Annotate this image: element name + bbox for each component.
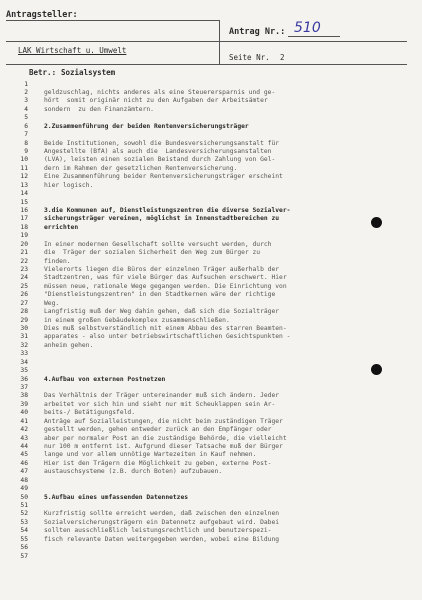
line-number: 8: [24, 139, 28, 147]
line-number: 19: [20, 232, 28, 240]
line-number: 48: [20, 476, 28, 484]
section-heading: errichten: [44, 223, 79, 231]
text-line: Eine Zusammenführung beider Rentenversicherungsträger erscheint: [44, 173, 283, 181]
line-number: 16: [20, 206, 28, 214]
line-number: 23: [20, 265, 28, 273]
line-number: 17: [20, 215, 28, 223]
text-line: in einem großen Gebäudekomplex zusammenschließen.: [44, 316, 230, 324]
line-number: 26: [20, 291, 28, 299]
text-line: sollten ausschließlich leistungsrechtlich und benutzerspezi-: [44, 527, 272, 535]
line-number: 39: [20, 400, 28, 408]
text-line: austauschsysteme (z.B. durch Boten) aufzubauen.: [44, 468, 223, 476]
line-number: 29: [20, 316, 28, 324]
line-number: 55: [20, 535, 28, 543]
line-number: 52: [20, 510, 28, 518]
line-number: 40: [20, 409, 28, 417]
text-line: Angestellte (BfA) als auch die Landesversicherungsanstalten: [44, 147, 272, 155]
section-heading: 3.die Kommunen auf, Dienstleistungszentren die diverse Sozialver-: [44, 206, 291, 214]
line-number: 2: [24, 88, 28, 96]
line-number: 37: [20, 383, 28, 391]
line-number: 3: [24, 97, 28, 105]
text-line: (LVA), leisten einen sozialen Beistand durch Zahlung von Gel-: [44, 156, 276, 164]
text-line: Beide Institutionen, sowohl die Bundesversicherungsanstalt für: [44, 139, 280, 147]
text-line: finden.: [44, 257, 71, 265]
text-line: hier logisch.: [44, 181, 94, 189]
section-heading: 2.Zusammenführung der beiden Rentenversicherungsträger: [44, 122, 249, 130]
header-line-mid: [6, 41, 407, 42]
text-line: beits-/ Betätigungsfeld.: [44, 409, 135, 417]
text-line: "Dienstleistungszentren" in den Stadtkernen wäre der richtige: [44, 291, 276, 299]
line-number: 14: [20, 190, 28, 198]
header-line-bottom: [6, 64, 407, 65]
text-line: Weg.: [44, 299, 60, 307]
section-heading: 4.Aufbau von externen Postnetzen: [44, 375, 166, 383]
line-number: 43: [20, 434, 28, 442]
betr-value: Sozialsystem: [61, 68, 116, 77]
line-number: 10: [20, 156, 28, 164]
line-number: 21: [20, 249, 28, 257]
antragsteller-label: Antragsteller:: [6, 10, 78, 20]
text-line: gestellt werden, gehen entweder zurück an den Empfänger oder: [44, 426, 272, 434]
text-line: die Träger der sozialen Sicherheit den Weg zum Bürger zu: [44, 249, 261, 257]
antrag-nr-label: Antrag Nr.:: [229, 27, 286, 37]
line-number: 41: [20, 417, 28, 425]
line-number: 13: [20, 181, 28, 189]
text-line: Anträge auf Sozialleistungen, die nicht beim zuständigen Träger: [44, 417, 283, 425]
text-line: arbeitet vor sich hin und sieht nur mit Scheuklappen sein Ar-: [44, 400, 276, 408]
punch-hole-top: [371, 217, 382, 228]
text-line: Kurzfristig sollte erreicht werden, daß zwischen den einzelnen: [44, 510, 280, 518]
text-line: Stadtzentren, was für viele Bürger das Aufsuchen erschwert. Hier: [44, 274, 287, 282]
text-line: fisch relevante Daten weitergegeben werden, wobei eine Bildung: [44, 535, 280, 543]
line-number: 30: [20, 324, 28, 332]
line-number: 51: [20, 502, 28, 509]
line-number: 36: [20, 375, 28, 383]
line-number: 28: [20, 308, 28, 316]
punch-hole-bottom: [371, 364, 382, 375]
line-number: 38: [20, 392, 28, 400]
text-line: müssen neue, rationale Wege gegangen werden. Die Einrichtung von: [44, 282, 287, 290]
line-number: 11: [20, 164, 28, 172]
text-line: sondern zu den Finanzämtern.: [44, 105, 154, 113]
line-number: 18: [20, 223, 28, 231]
text-line: nur 100 m entfernt ist. Aufgrund dieser Tatsache muß der Bürger: [44, 442, 283, 450]
line-number: 56: [20, 544, 28, 552]
line-number: 24: [20, 274, 28, 282]
text-line: In einer modernen Gesellschaft sollte versucht werden, durch: [44, 240, 272, 248]
seite-value: 2: [280, 53, 285, 62]
line-number: 33: [20, 350, 28, 358]
line-number: 31: [20, 333, 28, 341]
text-line: lange und vor allem unnötige Wartezeiten in Kauf nehmen.: [44, 451, 257, 459]
line-number: 12: [20, 173, 28, 181]
line-number: 57: [20, 552, 28, 560]
seite-label: Seite Nr.: [229, 53, 270, 62]
header-divider: [219, 20, 220, 64]
text-line: Dies muß selbstverständlich mit einem Abbau des starren Beamten-: [44, 324, 287, 332]
text-line: Sozialversicherungsträgern ein Datennetz aufgebaut wird. Dabei: [44, 518, 280, 526]
header-line-top: [6, 20, 219, 21]
antrag-nr-value: 510: [294, 20, 321, 36]
line-number: 27: [20, 299, 28, 307]
line-number: 53: [20, 518, 28, 526]
line-number: 34: [20, 358, 28, 366]
line-number: 6: [24, 122, 28, 130]
text-line: anheim gehen.: [44, 341, 94, 349]
line-number: 46: [20, 459, 28, 467]
line-number: 20: [20, 240, 28, 248]
line-number: 9: [24, 147, 28, 155]
section-heading: 5.Aufbau eines umfassenden Datennetzes: [44, 493, 189, 501]
text-line: Vielerorts liegen die Büros der einzelnen Träger außerhalb der: [44, 265, 280, 273]
line-number: 49: [20, 485, 28, 493]
line-number: 5: [24, 114, 28, 122]
line-number: 32: [20, 341, 28, 349]
text-line: Hier ist den Trägern die Möglichkeit zu geben, externe Post-: [44, 459, 272, 467]
line-number: 44: [20, 442, 28, 450]
line-number: 50: [20, 493, 28, 501]
line-number: 35: [20, 367, 28, 375]
text-line: aber per normaler Post an die zuständige Behörde, die vielleicht: [44, 434, 287, 442]
antragsteller-value: LAK Wirtschaft u. Umwelt: [18, 46, 127, 55]
text-line: hört somit originär nicht zu den Aufgaben der Arbeitsämter: [44, 97, 268, 105]
line-number: 42: [20, 426, 28, 434]
line-number: 1: [24, 80, 28, 88]
antrag-nr-underline: [288, 36, 340, 37]
line-number: 25: [20, 282, 28, 290]
line-number: 22: [20, 257, 28, 265]
text-line: Das Verhältnis der Träger untereinander muß sich ändern. Jeder: [44, 392, 280, 400]
text-line: dern im Rahmen der gesetzlichen Rentenversicherung.: [44, 164, 238, 172]
line-number: 4: [24, 105, 28, 113]
section-heading: sicherungsträger vereinen, möglichst in Innenstadtbereichen zu: [44, 215, 280, 223]
line-number: 54: [20, 527, 28, 535]
text-line: geldzuschlag, nichts anderes als eine Steuerersparnis und ge-: [44, 88, 276, 96]
text-line: Langfristig muß der Weg dahin gehen, daß sich die Sozialträger: [44, 308, 280, 316]
betr-label: Betr.:: [29, 68, 57, 77]
line-number: 7: [24, 131, 28, 139]
text-line: apparates - also unter betriebswirtschaftlichen Gesichtspunkten -: [44, 333, 291, 341]
line-number: 15: [20, 198, 28, 206]
line-number: 45: [20, 451, 28, 459]
line-number: 47: [20, 468, 28, 476]
